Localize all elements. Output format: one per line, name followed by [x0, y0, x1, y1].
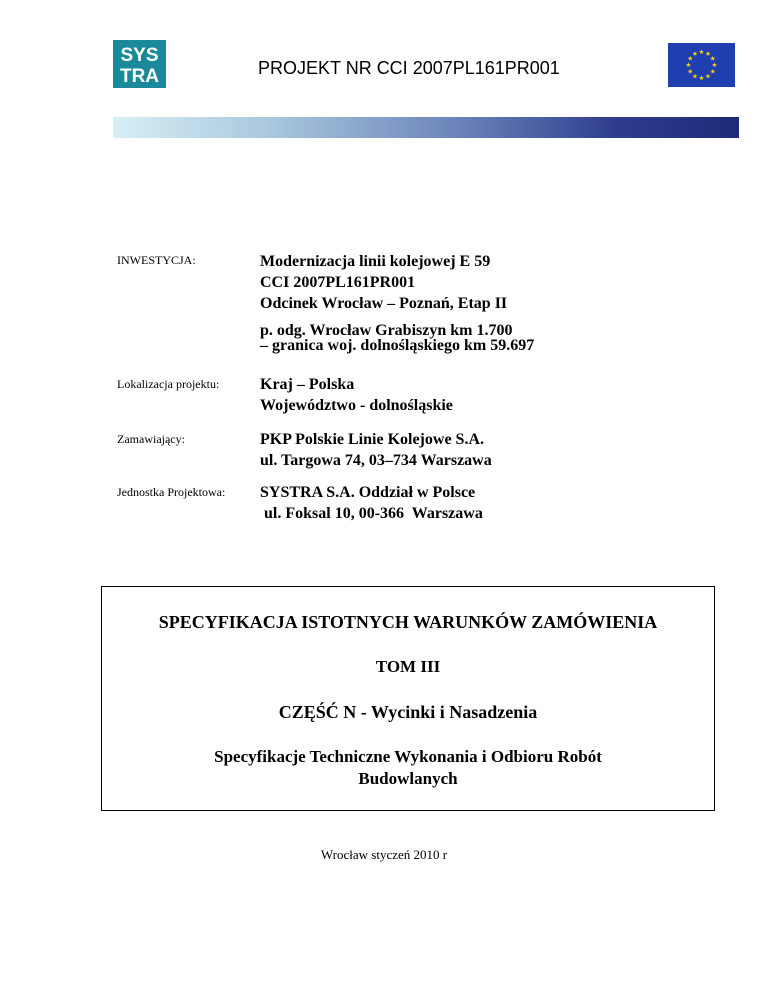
header-gradient-bar — [113, 117, 739, 138]
spec-subtitle-line: Budowlanych — [358, 769, 458, 788]
design-unit-line: SYSTRA S.A. Oddział w Polsce — [260, 484, 476, 501]
spec-subtitle-line: Specyfikacje Techniczne Wykonania i Odbioru Robót — [214, 747, 602, 766]
investment-range — [260, 323, 534, 353]
place-and-date: Wrocław styczeń 2010 r — [320, 847, 448, 862]
design-unit-label: Jednostka Projektowa: — [117, 485, 226, 499]
specification-box — [101, 586, 715, 811]
client-label: Zamawiający: — [117, 432, 185, 446]
design-unit-value — [260, 482, 483, 524]
investment-label: INWESTYCJA: — [117, 253, 196, 267]
eu-flag-icon — [668, 43, 735, 87]
project-number-title: PROJEKT NR CCI 2007PL161PR001 — [258, 58, 560, 78]
client-line: PKP Polskie Linie Kolejowe S.A. — [260, 431, 484, 448]
logo-text-bottom: TRA — [119, 66, 160, 87]
location-line: Województwo - dolnośląskie — [260, 397, 453, 414]
location-value — [260, 374, 453, 416]
client-value — [260, 429, 492, 471]
range-line: – granica woj. dolnośląskiego km 59.697 — [260, 337, 535, 354]
location-line: Kraj – Polska — [260, 376, 355, 393]
systra-logo — [113, 40, 166, 88]
spec-volume: TOM III — [375, 657, 441, 676]
investment-line: CCI 2007PL161PR001 — [260, 274, 416, 291]
spec-title: SPECYFIKACJA ISTOTNYCH WARUNKÓW ZAMÓWIENIA — [158, 612, 658, 632]
logo-text-top: SYS — [120, 45, 159, 66]
investment-line: Odcinek Wrocław – Poznań, Etap II — [260, 295, 508, 312]
investment-line: Modernizacja linii kolejowej E 59 — [260, 253, 491, 270]
investment-value — [260, 251, 507, 314]
design-unit-line: ul. Foksal 10, 00-366 Warszawa — [260, 505, 483, 522]
spec-part: CZĘŚĆ N - Wycinki i Nasadzenia — [278, 702, 538, 722]
client-line: ul. Targowa 74, 03–734 Warszawa — [260, 452, 492, 469]
location-label: Lokalizacja projektu: — [117, 377, 220, 391]
range-line: p. odg. Wrocław Grabiszyn km 1.700 — [260, 322, 513, 339]
